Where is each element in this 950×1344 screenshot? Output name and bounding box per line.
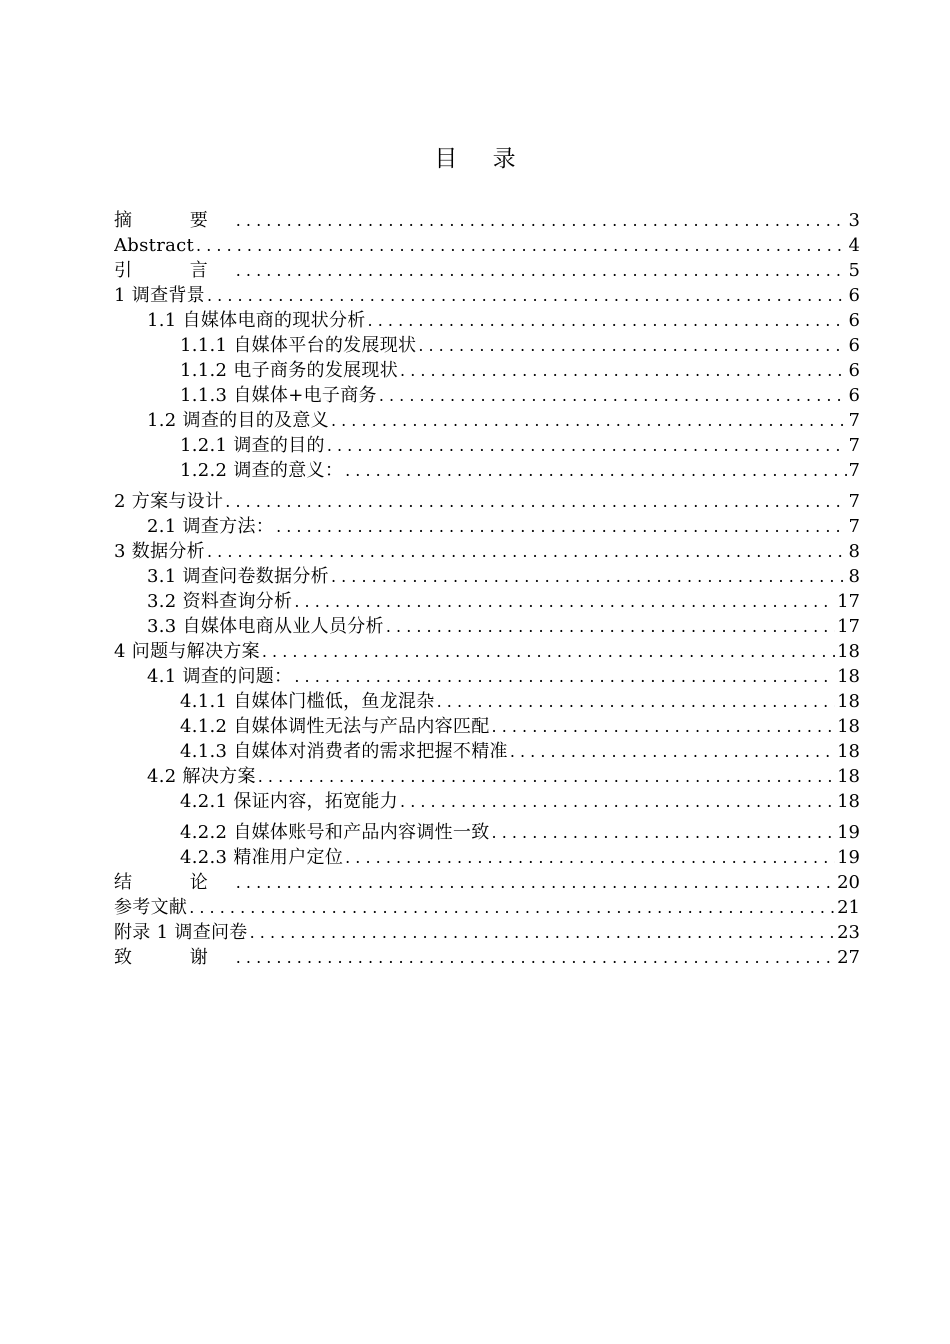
toc-entry-label: 结 论 xyxy=(114,872,234,893)
toc-entry-page: 6 xyxy=(848,335,860,356)
toc-leader-dots xyxy=(400,789,835,814)
toc-entry-label: 3.1 调查问卷数据分析 xyxy=(147,566,329,587)
toc-entry[interactable] xyxy=(114,714,860,739)
toc-entry-page: 19 xyxy=(837,847,860,868)
toc-entry-page: 18 xyxy=(837,691,860,712)
toc-entry-page: 7 xyxy=(848,516,860,537)
toc-leader-dots xyxy=(250,920,835,945)
toc-entry[interactable] xyxy=(114,308,860,333)
toc-entry-page: 6 xyxy=(848,360,860,381)
page-title: 目 录 xyxy=(434,146,530,172)
toc-entry-page: 3 xyxy=(848,210,860,231)
toc-leader-dots xyxy=(294,664,835,689)
toc-entry-label: 引 言 xyxy=(114,260,234,281)
toc-entry-page: 17 xyxy=(837,591,860,612)
toc-entry[interactable] xyxy=(114,208,860,233)
toc-entry-page: 7 xyxy=(848,491,860,512)
toc-entry[interactable] xyxy=(114,739,860,764)
toc-entry-label: 1 调查背景 xyxy=(114,285,205,306)
toc-entry-label: 3.2 资料查询分析 xyxy=(147,591,293,612)
toc-entry[interactable] xyxy=(114,589,860,614)
toc-entry[interactable] xyxy=(114,895,860,920)
toc-leader-dots xyxy=(327,433,847,458)
toc-entry[interactable] xyxy=(114,258,860,283)
toc-leader-dots xyxy=(189,895,835,920)
toc-entry-page: 8 xyxy=(848,541,860,562)
toc-leader-dots xyxy=(386,614,835,639)
toc-leader-dots xyxy=(258,764,835,789)
toc-entry-page: 18 xyxy=(837,641,860,662)
toc-entry-page: 18 xyxy=(837,716,860,737)
toc-entry[interactable] xyxy=(114,820,860,845)
toc-leader-dots xyxy=(331,564,847,589)
toc-entry-label: 3 数据分析 xyxy=(114,541,205,562)
toc-entry[interactable] xyxy=(114,358,860,383)
toc-entry-label: 2.1 调查方法： xyxy=(147,516,275,537)
toc-entry-page: 6 xyxy=(848,285,860,306)
toc-entry-page: 18 xyxy=(837,666,860,687)
toc-leader-dots xyxy=(368,308,847,333)
toc-leader-dots xyxy=(236,870,835,895)
toc-entry[interactable] xyxy=(114,789,860,814)
toc-entry[interactable] xyxy=(114,539,860,564)
toc-entry[interactable] xyxy=(114,689,860,714)
toc-entry[interactable] xyxy=(114,408,860,433)
toc-entry-label: 1.1.1 自媒体平台的发展现状 xyxy=(180,335,417,356)
toc-entry-label: 4.2.3 精准用户定位 xyxy=(180,847,344,868)
toc-entry-page: 4 xyxy=(848,235,860,256)
toc-entry-label: 致 谢 xyxy=(114,947,234,968)
toc-entry-label: 4.2.2 自媒体账号和产品内容调性一致 xyxy=(180,822,490,843)
toc-leader-dots xyxy=(437,689,835,714)
toc-entry-page: 27 xyxy=(837,947,860,968)
toc-leader-dots xyxy=(294,589,835,614)
toc-entry-page: 7 xyxy=(848,435,860,456)
toc-entry[interactable] xyxy=(114,489,860,514)
toc-entry-page: 6 xyxy=(848,310,860,331)
toc-entry-label: 4.1 调查的问题： xyxy=(147,666,293,687)
toc-entry-label: 附录 1 调查问卷 xyxy=(114,922,248,943)
toc-entry-page: 18 xyxy=(837,741,860,762)
toc-leader-dots xyxy=(236,258,847,283)
toc-leader-dots xyxy=(276,514,846,539)
toc-leader-dots xyxy=(196,233,847,258)
toc-entry-label: 参考文献 xyxy=(114,897,188,918)
toc-entry[interactable] xyxy=(114,614,860,639)
toc-entry-label: 1.1.2 电子商务的发展现状 xyxy=(180,360,399,381)
toc-leader-dots xyxy=(207,283,847,308)
toc-leader-dots xyxy=(492,820,836,845)
toc-entry[interactable] xyxy=(114,945,860,970)
toc-entry[interactable] xyxy=(114,845,860,870)
toc-leader-dots xyxy=(236,945,835,970)
toc-entry[interactable] xyxy=(114,233,860,258)
toc-leader-dots xyxy=(400,358,847,383)
toc-leader-dots xyxy=(207,539,847,564)
toc-entry-page: 8 xyxy=(848,566,860,587)
toc-entry[interactable] xyxy=(114,764,860,789)
table-of-contents xyxy=(114,208,860,970)
toc-entry[interactable] xyxy=(114,458,860,483)
toc-entry-label: 4.2 解决方案 xyxy=(147,766,256,787)
toc-leader-dots xyxy=(510,739,835,764)
toc-entry-label: 摘 要 xyxy=(114,210,234,231)
toc-entry-page: 19 xyxy=(837,822,860,843)
toc-entry-label: 2 方案与设计 xyxy=(114,491,224,512)
toc-entry-page: 7 xyxy=(848,410,860,431)
toc-entry[interactable] xyxy=(114,283,860,308)
toc-entry[interactable] xyxy=(114,870,860,895)
toc-entry-label: 1.1.3 自媒体+电子商务 xyxy=(180,385,377,406)
toc-leader-dots xyxy=(262,639,835,664)
toc-entry-label: 1.1 自媒体电商的现状分析 xyxy=(147,310,366,331)
toc-entry-page: 21 xyxy=(837,897,860,918)
toc-entry[interactable] xyxy=(114,514,860,539)
toc-entry[interactable] xyxy=(114,664,860,689)
toc-entry-label: 1.2.2 调查的意义： xyxy=(180,460,344,481)
toc-entry[interactable] xyxy=(114,333,860,358)
toc-entry[interactable] xyxy=(114,639,860,664)
toc-leader-dots xyxy=(379,383,847,408)
toc-entry[interactable] xyxy=(114,383,860,408)
toc-entry-page: 23 xyxy=(837,922,860,943)
toc-entry-label: 4.1.3 自媒体对消费者的需求把握不精准 xyxy=(180,741,508,762)
toc-entry-label: 4.2.1 保证内容，拓宽能力 xyxy=(180,791,399,812)
toc-entry-page: 18 xyxy=(837,791,860,812)
toc-entry-label: 1.2.1 调查的目的 xyxy=(180,435,325,456)
toc-leader-dots xyxy=(225,489,846,514)
toc-leader-dots xyxy=(418,333,846,358)
toc-entry[interactable] xyxy=(114,433,860,458)
toc-entry-label: 4.1.1 自媒体门槛低，鱼龙混杂 xyxy=(180,691,435,712)
toc-entry[interactable] xyxy=(114,920,860,945)
toc-leader-dots xyxy=(492,714,836,739)
toc-entry-label: 3.3 自媒体电商从业人员分析 xyxy=(147,616,384,637)
toc-entry-page: 5 xyxy=(848,260,860,281)
toc-entry-label: Abstract xyxy=(114,235,195,256)
toc-entry-page: 6 xyxy=(848,385,860,406)
toc-entry-page: 7 xyxy=(848,460,860,481)
toc-entry-page: 20 xyxy=(837,872,860,893)
toc-entry-label: 4 问题与解决方案 xyxy=(114,641,260,662)
toc-leader-dots xyxy=(331,408,847,433)
toc-entry-label: 1.2 调查的目的及意义 xyxy=(147,410,329,431)
toc-leader-dots xyxy=(236,208,847,233)
toc-leader-dots xyxy=(345,458,846,483)
toc-entry[interactable] xyxy=(114,564,860,589)
toc-entry-label: 4.1.2 自媒体调性无法与产品内容匹配 xyxy=(180,716,490,737)
toc-entry-page: 17 xyxy=(837,616,860,637)
toc-entry-page: 18 xyxy=(837,766,860,787)
toc-leader-dots xyxy=(345,845,835,870)
